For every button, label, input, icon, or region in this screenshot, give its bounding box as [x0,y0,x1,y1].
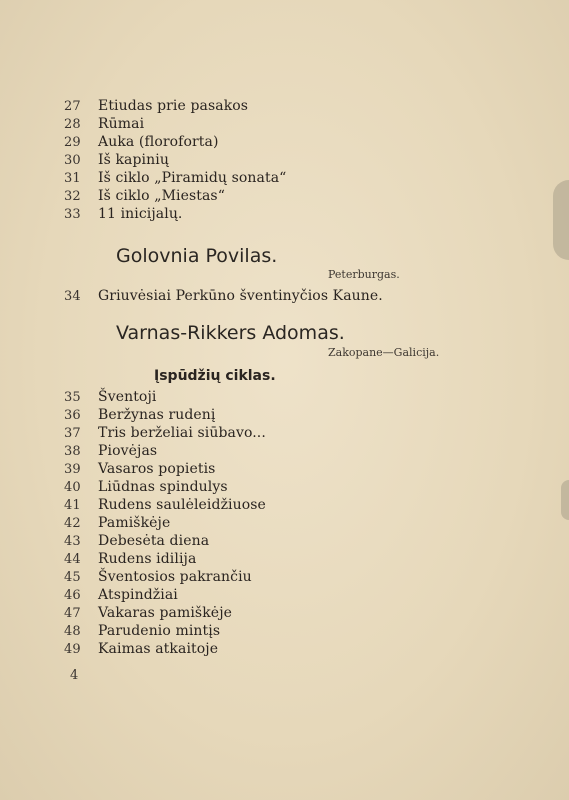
entry-number: 37 [64,426,81,441]
entry-title: 11 inicijalų. [98,206,183,222]
entry-number: 43 [64,534,81,549]
author-heading: Golovnia Povilas. [116,245,278,267]
entry-title: Rudens saulėleidžiuose [98,497,266,513]
list-item [64,496,266,515]
entry-number: 31 [64,171,81,186]
page-number: 4 [70,668,79,683]
entry-title: Pamiškėje [98,515,171,531]
entry-number: 40 [64,480,81,495]
entry-number: 36 [64,408,81,423]
entry-number: 30 [64,153,81,168]
list-item [64,442,157,461]
list-item [64,640,218,659]
entry-title: Iš ciklo „Miestas“ [98,188,225,204]
entry-title: Auka (floroforta) [98,134,219,150]
entry-title: Vakaras pamiškėje [98,605,233,621]
entry-title: Liūdnas spindulys [98,479,228,495]
entry-title: Griuvėsiai Perkūno šventinyčios Kaune. [98,288,383,304]
entry-number: 48 [64,624,81,639]
list-item [64,478,228,497]
entry-title: Debesėta diena [98,533,210,549]
author-location: Zakopane—Galicija. [328,346,440,359]
entry-number: 27 [64,99,81,114]
entry-title: Piovėjas [98,443,158,459]
list-item [64,550,196,569]
list-item [64,205,183,224]
list-item [64,532,209,551]
list-item [64,568,252,587]
entry-number: 41 [64,498,81,513]
entry-title: Rudens idilija [98,551,197,567]
entry-title: Parudenio mintįs [98,623,221,639]
entry-number: 34 [64,289,81,304]
list-item [64,133,219,152]
entry-title: Kaimas atkaitoje [98,641,219,657]
entry-title: Tris berželiai siūbavo... [98,425,266,441]
entry-number: 28 [64,117,81,132]
entry-number: 32 [64,189,81,204]
list-item [64,287,383,306]
list-item [64,151,169,170]
author-location: Peterburgas. [328,268,400,281]
list-item [64,187,225,206]
list-item [64,406,216,425]
list-item [64,115,144,134]
author-heading: Varnas-Rikkers Adomas. [116,322,345,344]
list-item [64,97,248,116]
entry-title: Beržynas rudenį [98,407,216,423]
list-item [64,388,156,407]
entry-number: 33 [64,207,81,222]
entry-title: Šventosios pakrančiu [98,569,252,585]
page-edge-shadow [553,180,569,260]
list-item [64,586,178,605]
list-item [64,460,215,479]
entry-number: 38 [64,444,81,459]
entry-title: Rūmai [98,116,145,132]
entry-number: 47 [64,606,81,621]
entry-number: 39 [64,462,81,477]
entry-title: Atspindžiai [98,587,178,603]
entry-title: Vasaros popietis [98,461,216,477]
entry-number: 35 [64,390,81,405]
list-item [64,622,220,641]
entry-title: Iš kapinių [98,152,169,168]
entry-number: 49 [64,642,81,657]
entry-title: Šventoji [98,389,157,405]
entry-number: 46 [64,588,81,603]
list-item [64,424,266,443]
entry-number: 29 [64,135,81,150]
list-item [64,514,170,533]
entry-number: 42 [64,516,81,531]
list-item [64,604,232,623]
entry-title: Etiudas prie pasakos [98,98,249,114]
entry-number: 44 [64,552,81,567]
entry-title: Iš ciklo „Piramidų sonata“ [98,170,287,186]
page-edge-shadow [561,480,569,520]
entry-number: 45 [64,570,81,585]
list-item [64,169,286,188]
cycle-title: Įspūdžių ciklas. [154,368,276,384]
